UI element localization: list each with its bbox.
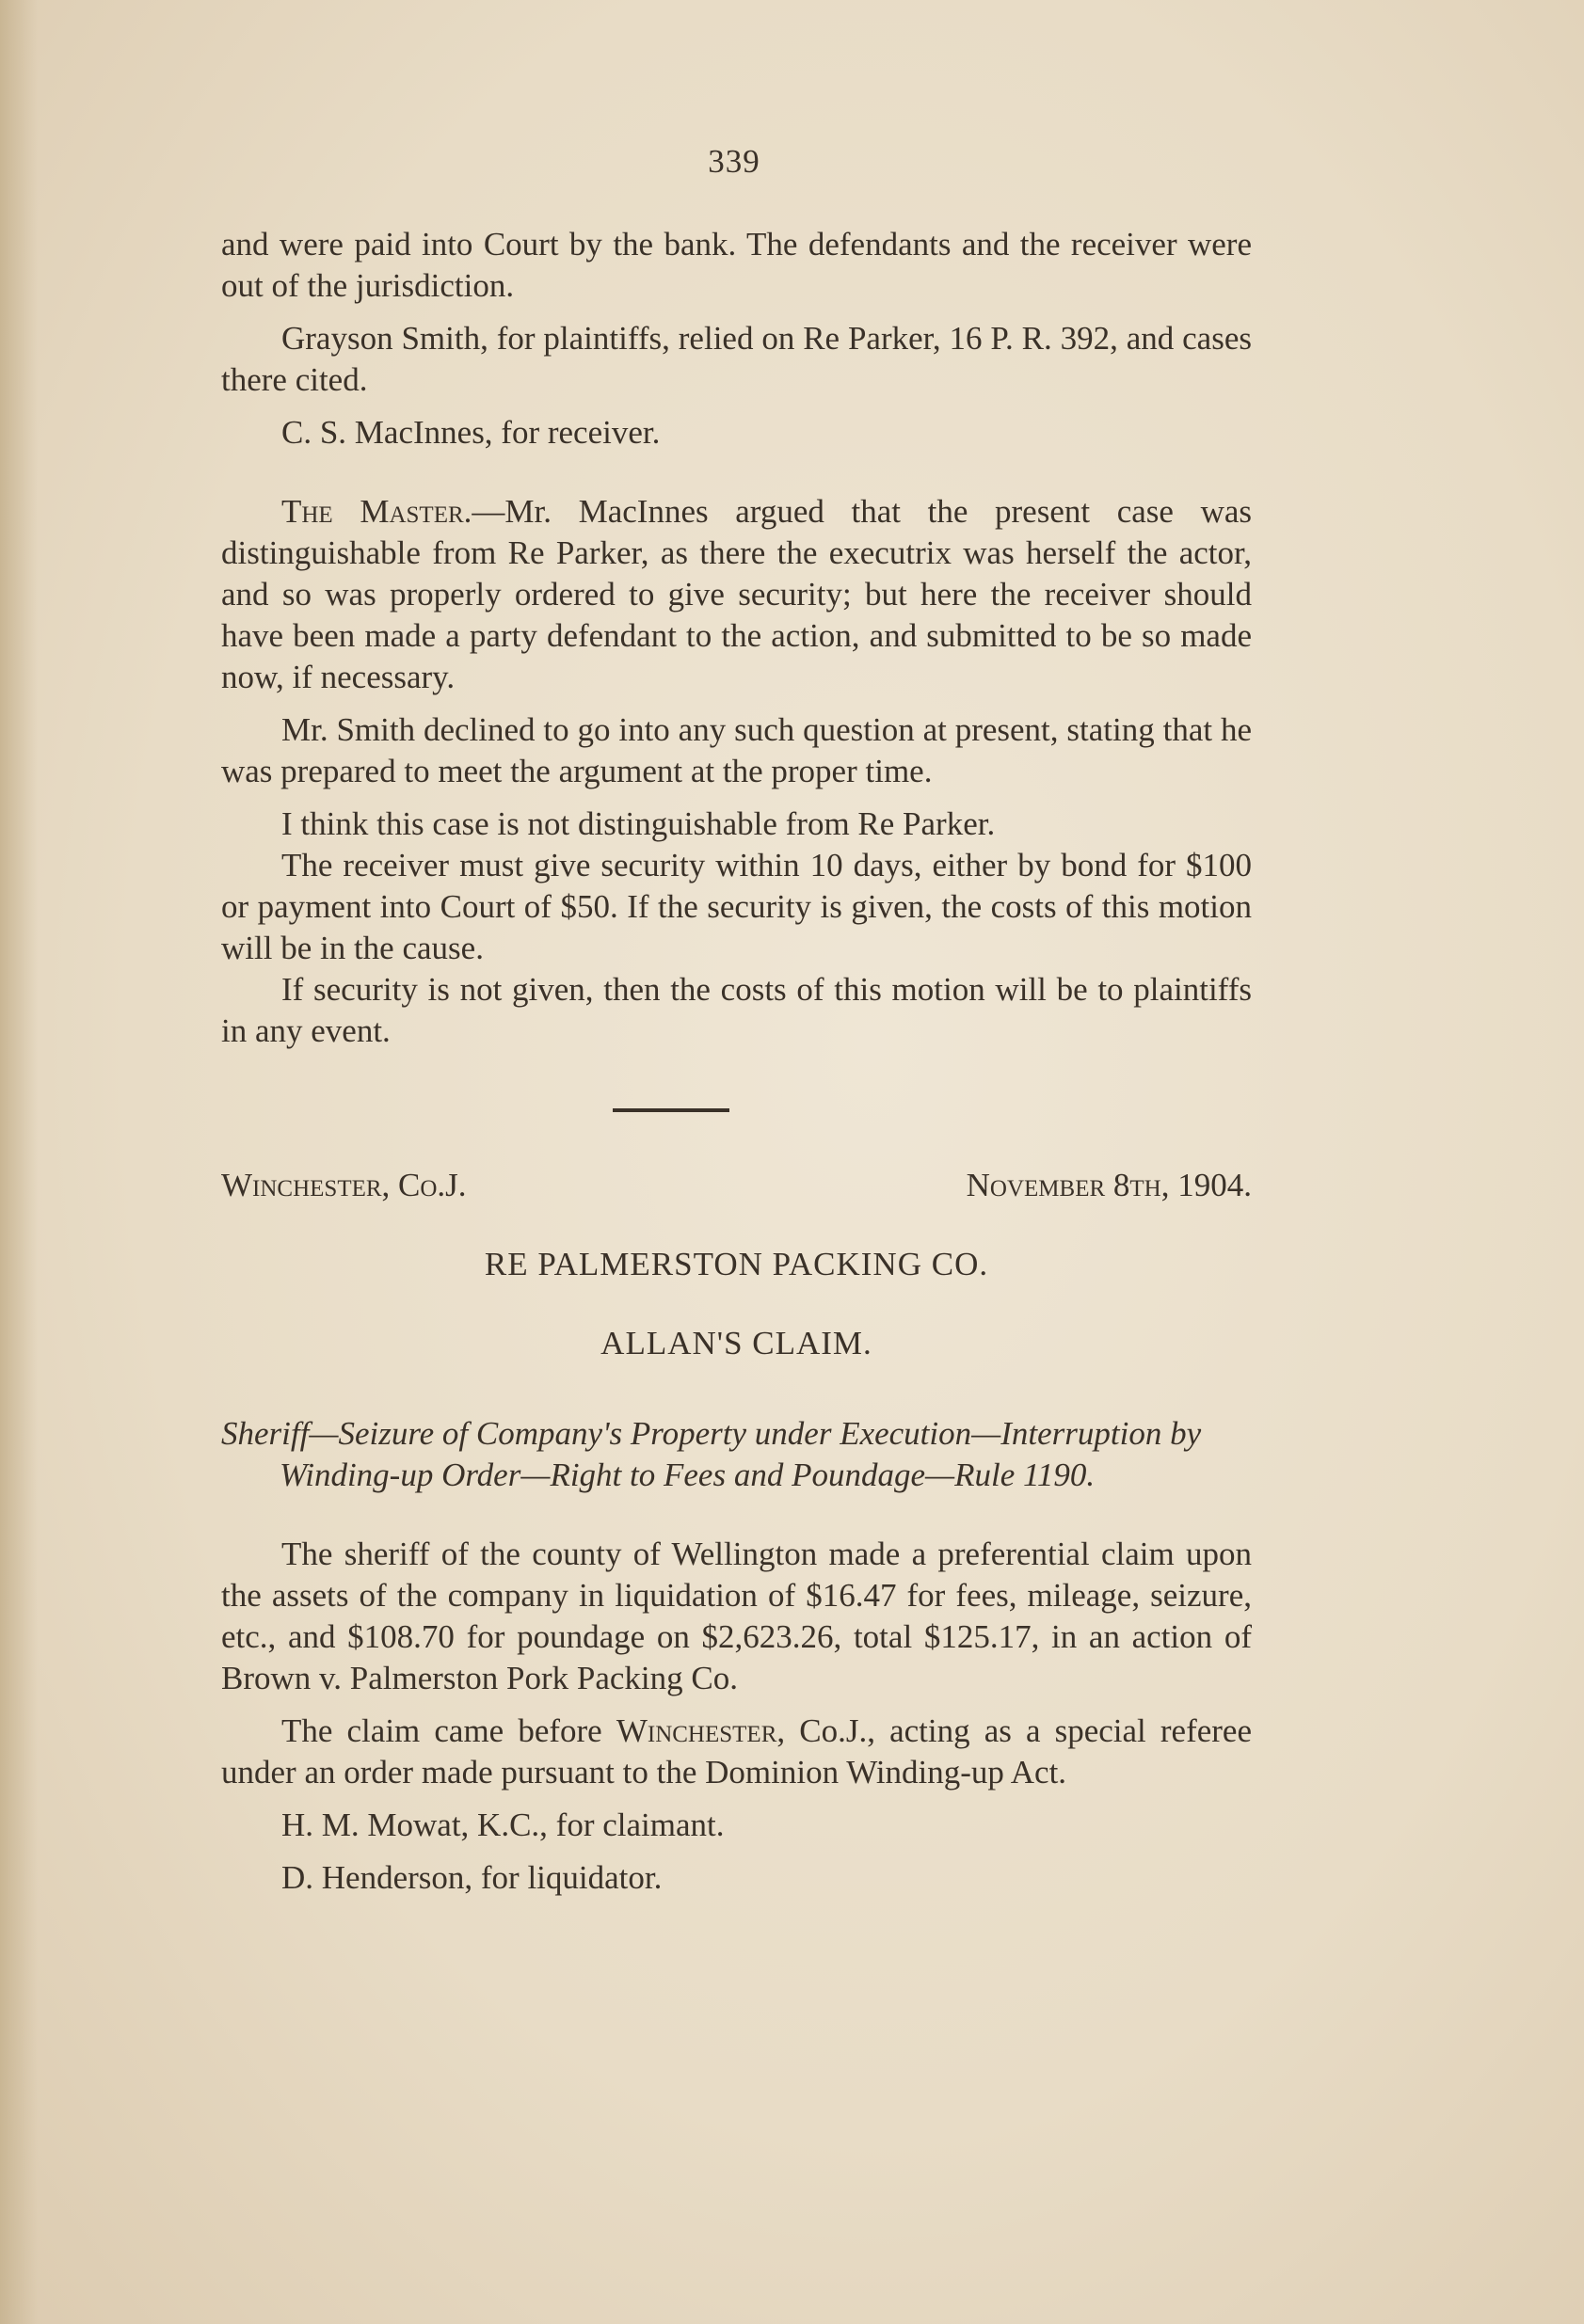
master-text: —Mr. MacInnes argued that the present case was distinguishable from Re Parker, as there the executrix was herself the actor, and so was properly ordered to give security; but here the receiver should have been made a party defendant to the action, and submitted to be so made now, if necessary. <box>221 493 1253 695</box>
paragraph-counsel-plaintiffs: Grayson Smith, for plaintiffs, relied on Re Parker, 16 P. R. 392, and cases there cited. <box>221 320 1252 398</box>
paragraph-counsel-claimant: H. M. Mowat, K.C., for claimant. <box>281 1807 725 1843</box>
case-date-line <box>221 1165 1252 1206</box>
paragraph-master-judgment <box>221 491 1252 698</box>
referee-text-b: , Co.J., acting as a special referee under an order made pursuant to the Dominion Winding-up Act. <box>221 1712 1253 1791</box>
referee-judge: Winchester <box>616 1712 777 1749</box>
paragraph-smith-reply: Mr. Smith declined to go into any such question at present, stating that he was prepared to meet the argument at the proper time. <box>221 711 1252 789</box>
case-title: RE PALMERSTON PACKING CO. <box>484 1246 989 1282</box>
paragraph-counsel-receiver: C. S. MacInnes, for receiver. <box>281 414 661 451</box>
judge-name: Winchester, Co.J. <box>221 1167 467 1203</box>
master-label: The Master. <box>281 493 472 530</box>
headnote: Sheriff—Seizure of Company's Property under Execution—Interruption by Winding-up Order—Right to Fees and Poundage—Rule 1190. <box>221 1415 1202 1493</box>
paragraph-order: The receiver must give security within 10 days, either by bond for $100 or payment into Court of $50. If the security is given, the costs of this motion will be in the cause. <box>221 847 1252 966</box>
body-text <box>221 224 1252 1899</box>
paragraph-continuation: and were paid into Court by the bank. The defendants and the receiver were out of the jurisdiction. <box>221 226 1252 304</box>
section-divider <box>613 1108 729 1112</box>
case-date: November 8th, 1904. <box>966 1167 1252 1203</box>
paragraph-holding: I think this case is not distinguishable from Re Parker. <box>281 805 996 842</box>
paragraph-referee <box>221 1711 1252 1793</box>
case-subtitle: ALLAN'S CLAIM. <box>600 1325 872 1361</box>
paragraph-counsel-liquidator: D. Henderson, for liquidator. <box>281 1859 663 1896</box>
paragraph-costs: If security is not given, then the costs of this motion will be to plaintiffs in any event. <box>221 971 1252 1049</box>
page-number: 339 <box>708 143 760 180</box>
referee-text-a: The claim came before <box>281 1712 616 1749</box>
paragraph-sheriff-claim: The sheriff of the county of Wellington made a preferential claim upon the assets of the company in liquidation of $16.47 for fees, mileage, seizure, etc., and $108.70 for poundage on $2,623.26, total $125.17, in an action of Brown v. Palmerston Pork Packing Co. <box>221 1536 1252 1696</box>
